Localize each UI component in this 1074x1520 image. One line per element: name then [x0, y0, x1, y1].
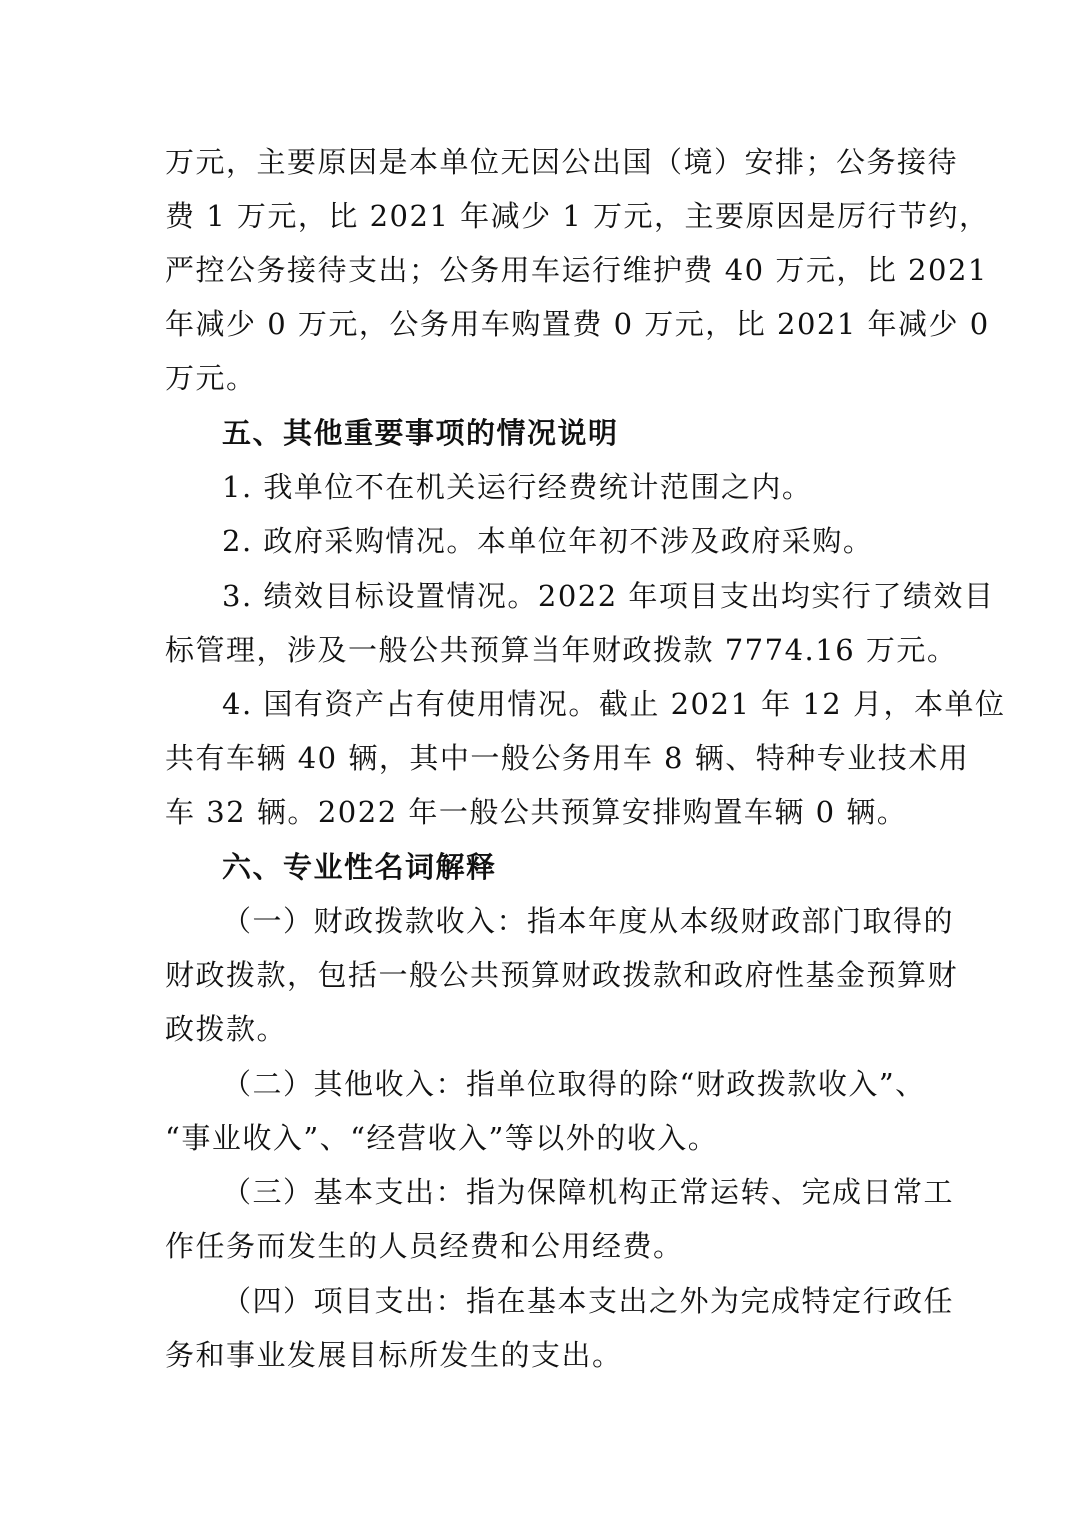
text-line: （二）其他收入：指单位取得的除“财政拨款收入”、: [222, 1067, 926, 1101]
text-line: 1. 我单位不在机关运行经费统计范围之内。: [222, 470, 813, 504]
text-line: 3. 绩效目标设置情况。2022 年项目支出均实行了绩效目: [222, 579, 995, 613]
text-line: 万元，主要原因是本单位无因公出国（境）安排；公务接待: [165, 145, 959, 179]
text-line: （一）财政拨款收入：指本年度从本级财政部门取得的: [222, 904, 955, 938]
text-line: 作任务而发生的人员经费和公用经费。: [165, 1229, 684, 1263]
text-line: （三）基本支出：指为保障机构正常运转、完成日常工: [222, 1175, 955, 1209]
section-heading: 五、其他重要事项的情况说明: [222, 416, 619, 450]
text-line: “事业收入”、“经营收入”等以外的收入。: [165, 1121, 719, 1155]
text-line: 严控公务接待支出；公务用车运行维护费 40 万元，比 2021: [165, 253, 988, 287]
text-line: 标管理，涉及一般公共预算当年财政拨款 7774.16 万元。: [165, 633, 958, 667]
section-heading: 六、专业性名词解释: [222, 850, 497, 884]
text-line: 万元。: [165, 361, 257, 395]
text-line: 共有车辆 40 辆，其中一般公务用车 8 辆、特种专业技术用: [165, 741, 970, 775]
text-line: 财政拨款，包括一般公共预算财政拨款和政府性基金预算财: [165, 958, 959, 992]
text-line: 费 1 万元，比 2021 年减少 1 万元，主要原因是厉行节约，: [165, 199, 990, 233]
text-line: 4. 国有资产占有使用情况。截止 2021 年 12 月，本单位: [222, 687, 1006, 721]
text-line: 年减少 0 万元，公务用车购置费 0 万元，比 2021 年减少 0: [165, 307, 990, 341]
text-line: （四）项目支出：指在基本支出之外为完成特定行政任: [222, 1284, 955, 1318]
text-line: 2. 政府采购情况。本单位年初不涉及政府采购。: [222, 524, 874, 558]
text-line: 车 32 辆。2022 年一般公共预算安排购置车辆 0 辆。: [165, 795, 908, 829]
text-line: 政拨款。: [165, 1012, 288, 1046]
text-line: 务和事业发展目标所发生的支出。: [165, 1338, 623, 1372]
